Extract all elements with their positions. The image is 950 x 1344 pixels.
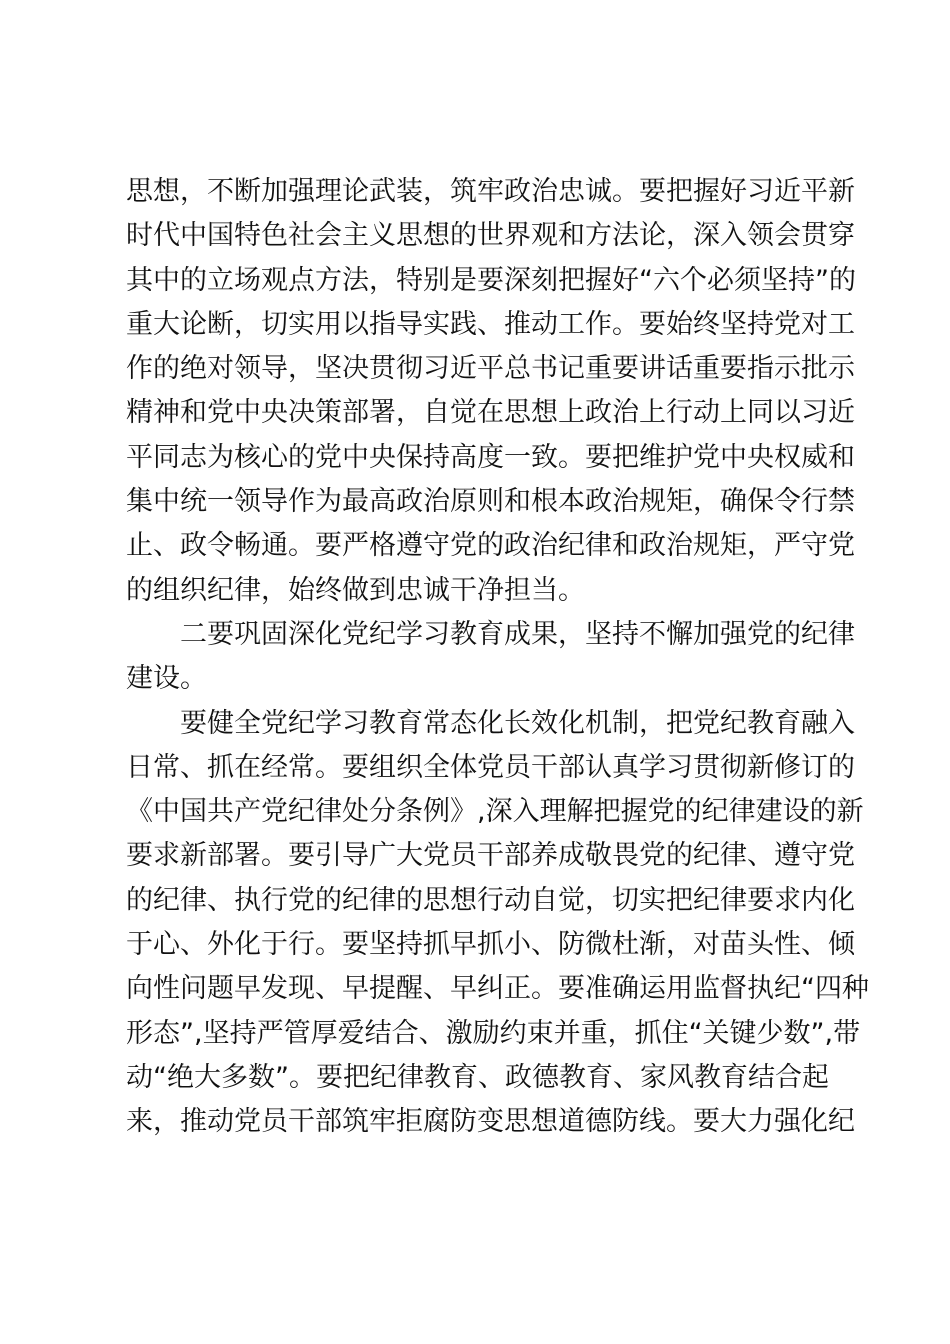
text-line: 精神和党中央决策部署，自觉在思想上政治上行动上同以习近 [126, 397, 855, 429]
text-line: 的组织纪律，始终做到忠诚干净担当。 [126, 574, 585, 606]
text-line: 要求新部署。要引导广大党员干部养成敬畏党的纪律、遵守党 [126, 840, 855, 872]
text-line: 平同志为核心的党中央保持高度一致。要把维护党中央权威和 [126, 441, 855, 473]
text-line: 止、政令畅通。要严格遵守党的政治纪律和政治规矩，严守党 [126, 530, 855, 562]
text-line: 的纪律、执行党的纪律的思想行动自觉，切实把纪律要求内化 [126, 884, 855, 916]
section-heading-line: 建设。 [126, 663, 207, 695]
section-heading-line: 二要巩固深化党纪学习教育成果，坚持不懈加强党的纪律 [126, 618, 855, 650]
text-line: 重大论断，切实用以指导实践、推动工作。要始终坚持党对工 [126, 308, 855, 340]
text-line: 来，推动党员干部筑牢拒腐防变思想道德防线。要大力强化纪 [126, 1106, 855, 1138]
text-line: 向性问题早发现、早提醒、早纠正。要准确运用监督执纪“四种 [126, 973, 869, 1005]
text-line: 动“绝大多数”。要把纪律教育、政德教育、家风教育结合起 [126, 1061, 829, 1093]
text-line: 作的绝对领导，坚决贯彻习近平总书记重要讲话重要指示批示 [126, 353, 855, 385]
body-text [126, 170, 869, 1145]
text-line: 形态”,坚持严管厚爱结合、激励约束并重，抓住“关键少数”,带 [126, 1017, 861, 1049]
text-line: 其中的立场观点方法，特别是要深刻把握好“六个必须坚持”的 [126, 264, 856, 296]
text-line: 《中国共产党纪律处分条例》,深入理解把握党的纪律建设的新 [126, 796, 864, 828]
text-line: 集中统一领导作为最高政治原则和根本政治规矩，确保令行禁 [126, 486, 855, 518]
text-line: 日常、抓在经常。要组织全体党员干部认真学习贯彻新修订的 [126, 751, 855, 783]
text-line: 时代中国特色社会主义思想的世界观和方法论，深入领会贯穿 [126, 220, 855, 252]
text-line: 思想，不断加强理论武装，筑牢政治忠诚。要把握好习近平新 [126, 176, 855, 207]
text-line: 于心、外化于行。要坚持抓早抓小、防微杜渐，对苗头性、倾 [126, 929, 855, 961]
text-line: 要健全党纪学习教育常态化长效化机制，把党纪教育融入 [126, 707, 855, 739]
